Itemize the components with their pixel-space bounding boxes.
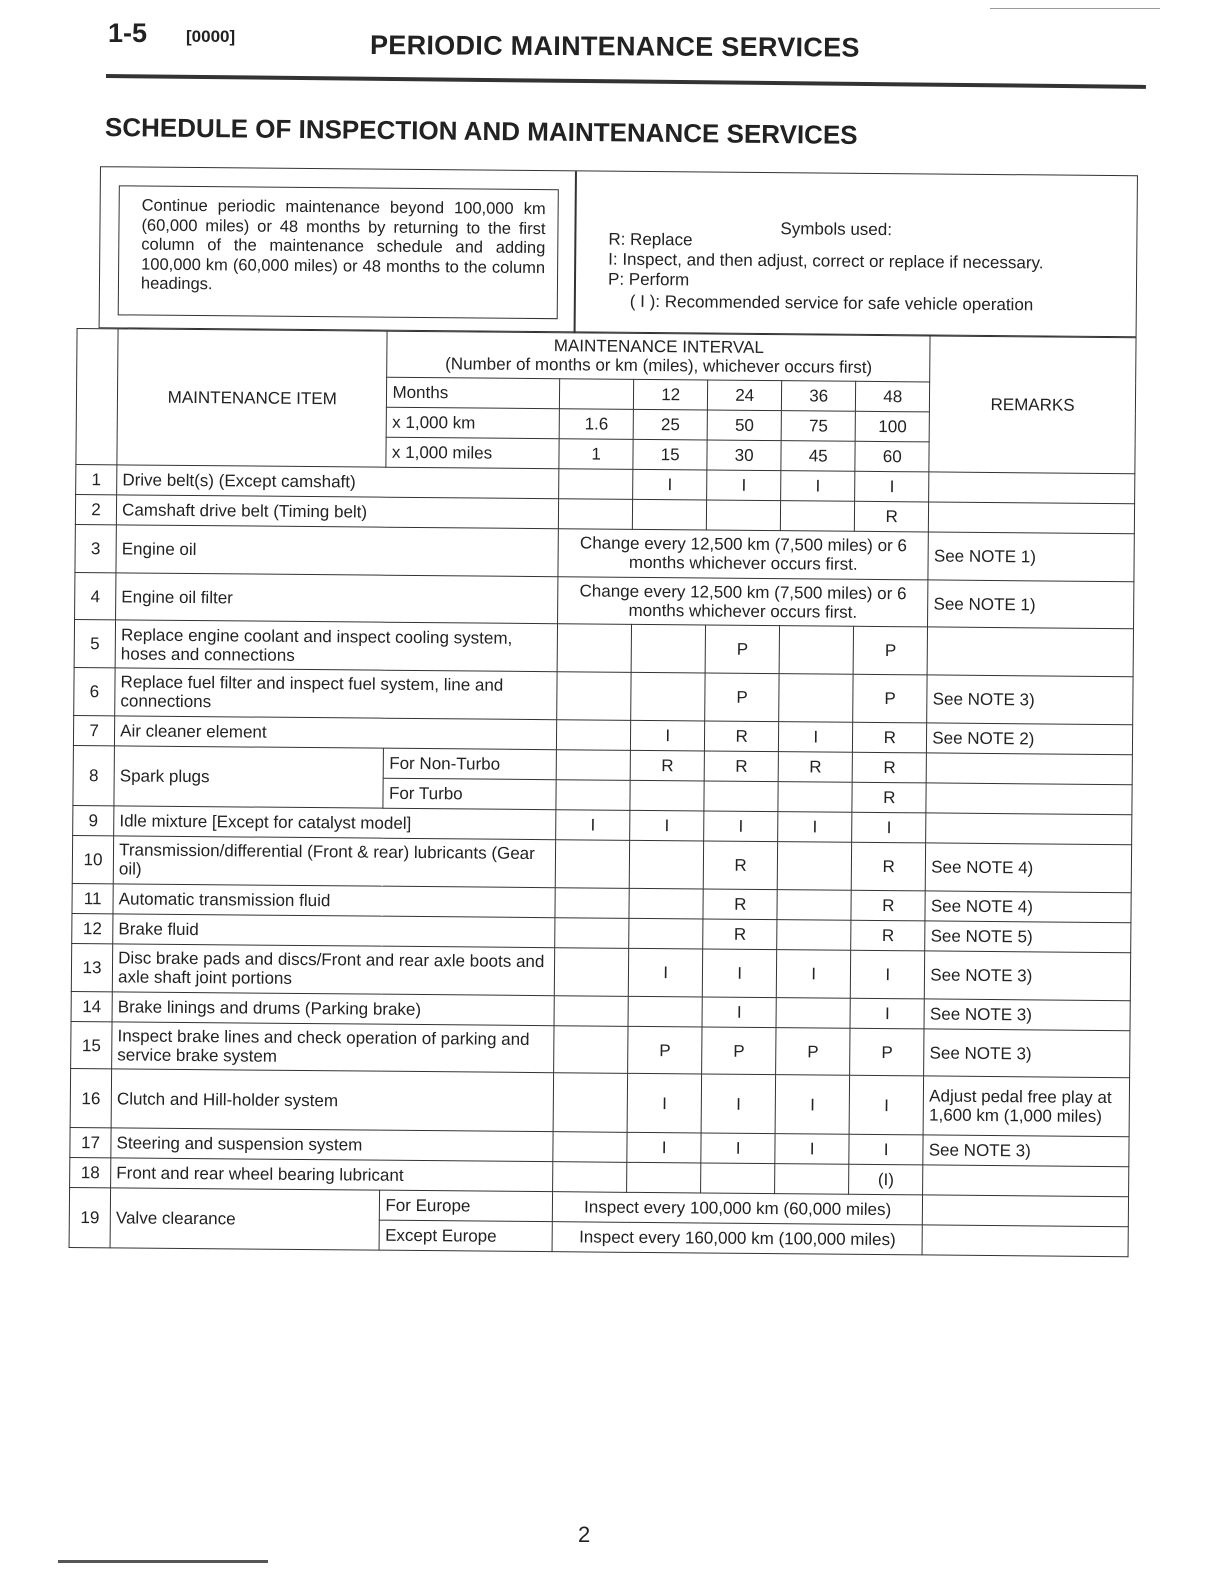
miles-cell: 1 [559, 438, 633, 469]
row-item: Brake linings and drums (Parking brake) [112, 992, 554, 1026]
km-cell: 1.6 [559, 408, 633, 439]
interval-cell [777, 889, 851, 920]
row-item: Engine oil [116, 525, 558, 577]
row-number: 5 [74, 620, 116, 668]
months-cell: 36 [782, 380, 856, 411]
row-item: Automatic transmission fluid [113, 884, 555, 918]
interval-cell: I [702, 949, 776, 997]
footer-page-number: 2 [578, 1522, 591, 1547]
row-number: 13 [71, 943, 113, 991]
header-item: MAINTENANCE ITEM [117, 329, 388, 467]
interval-cell: R [704, 751, 778, 782]
row-remark [929, 472, 1135, 504]
miles-label: x 1,000 miles [386, 437, 559, 469]
interval-cell: I [630, 810, 704, 841]
row-number: 10 [72, 836, 114, 884]
table-row [70, 1069, 1129, 1136]
row-item: Spark plugs [114, 746, 384, 809]
symbol-inspect: I: Inspect, and then adjust, correct or replace if necessary. [608, 249, 1044, 273]
header-interval [387, 331, 930, 381]
interval-cell: (I) [849, 1164, 923, 1195]
footer-rule [58, 1560, 268, 1563]
months-cell: 12 [634, 379, 708, 410]
interval-cell: P [702, 1027, 776, 1075]
row-remark [927, 627, 1133, 676]
row-remark [926, 783, 1132, 815]
interval-cell [778, 782, 852, 813]
interval-cell [557, 624, 631, 672]
km-cell: 25 [633, 409, 707, 440]
row-item: Engine oil filter [116, 573, 558, 625]
row-number: 9 [73, 806, 114, 836]
row-remark: See NOTE 3) [924, 1029, 1130, 1078]
interval-cell: I [704, 811, 778, 842]
interval-cell: R [853, 722, 927, 753]
symbols-title: Symbols used: [780, 219, 893, 240]
row-item: Disc brake pads and discs/Front and rear axle boots and axle shaft joint portions [112, 944, 554, 996]
interval-cell [629, 840, 703, 888]
km-cell: 100 [855, 411, 929, 442]
row-subitem: For Europe [380, 1190, 553, 1222]
symbol-replace: R: Replace [608, 229, 693, 250]
km-label: x 1,000 km [387, 407, 560, 439]
interval-cell [707, 500, 781, 531]
interval-cell: R [851, 890, 925, 921]
info-divider [574, 171, 577, 333]
interval-cell [629, 918, 703, 949]
interval-cell: I [855, 471, 929, 502]
symbol-recommended: ( I ): Recommended service for safe vehicle operation [629, 291, 1034, 315]
row-item: Air cleaner element [115, 716, 557, 750]
interval-cell [554, 948, 628, 996]
row-item: Inspect brake lines and check operation of parking and service brake system [112, 1022, 554, 1074]
interval-cell [553, 1073, 628, 1132]
km-cell: 50 [707, 410, 781, 441]
interval-cell: I [781, 471, 855, 502]
row-remark: See NOTE 1) [928, 580, 1134, 629]
interval-cell [555, 918, 629, 949]
row-item: Brake fluid [113, 914, 555, 948]
page-code: [0000] [186, 27, 236, 46]
interval-cell: I [628, 948, 702, 996]
interval-span: Inspect every 100,000 km (60,000 miles) [552, 1191, 922, 1224]
interval-title: MAINTENANCE INTERVAL [553, 336, 764, 358]
page-number: 1-5 [108, 18, 148, 48]
row-item: Camshaft drive belt (Timing belt) [116, 495, 558, 529]
interval-cell [627, 1162, 701, 1193]
interval-cell: R [852, 782, 926, 813]
maintenance-sheet [68, 166, 1142, 1285]
row-remark [926, 813, 1132, 845]
interval-cell [553, 1131, 627, 1162]
maintenance-table [69, 328, 1137, 1257]
interval-cell: I [556, 810, 630, 841]
row-number: 15 [71, 1021, 113, 1069]
header-rule [106, 74, 1146, 89]
interval-cell [555, 840, 629, 888]
row-item: Drive belt(s) (Except camshaft) [117, 465, 559, 499]
row-subitem: For Turbo [383, 778, 556, 810]
months-cell [560, 378, 634, 409]
interval-cell [556, 750, 630, 781]
row-number: 18 [70, 1157, 111, 1187]
interval-cell: R [703, 919, 777, 950]
section-heading: SCHEDULE OF INSPECTION AND MAINTENANCE SERVICES [104, 112, 858, 150]
interval-cell [630, 780, 704, 811]
interval-cell [629, 888, 703, 919]
interval-cell: I [779, 721, 853, 752]
interval-cell: I [852, 812, 926, 843]
months-cell: 24 [708, 380, 782, 411]
row-number: 6 [74, 668, 116, 716]
interval-cell: R [851, 842, 926, 890]
interval-cell: I [701, 1074, 776, 1133]
row-number: 4 [75, 572, 117, 620]
page-title: PERIODIC MAINTENANCE SERVICES [369, 30, 860, 63]
header-blank [76, 328, 118, 464]
interval-cell: R [703, 889, 777, 920]
row-remark [926, 753, 1132, 785]
interval-cell: P [705, 673, 779, 721]
row-item: Replace engine coolant and inspect cooling system, hoses and connections [115, 620, 557, 672]
row-number: 11 [72, 883, 113, 913]
row-remark: See NOTE 3) [927, 675, 1133, 724]
row-number: 14 [71, 991, 112, 1021]
interval-cell [554, 995, 628, 1026]
interval-cell [775, 1163, 849, 1194]
interval-cell: I [633, 469, 707, 500]
row-remark: See NOTE 3) [924, 999, 1130, 1031]
row-remark: See NOTE 5) [925, 921, 1131, 953]
interval-cell: I [627, 1132, 701, 1163]
interval-cell: I [775, 1133, 849, 1164]
interval-cell: R [852, 752, 926, 783]
interval-cell: I [850, 998, 924, 1029]
row-remark [929, 502, 1135, 534]
row-item: Replace fuel filter and inspect fuel system, line and connections [115, 668, 557, 720]
header-remarks: REMARKS [929, 336, 1136, 474]
interval-cell [556, 780, 630, 811]
row-remark [923, 1165, 1129, 1197]
interval-cell: I [850, 950, 925, 998]
row-remark: See NOTE 4) [926, 843, 1132, 892]
row-number: 16 [70, 1069, 112, 1127]
interval-cell [633, 499, 707, 530]
interval-cell [779, 674, 853, 722]
interval-cell: P [705, 625, 779, 673]
interval-cell [553, 1161, 627, 1192]
interval-cell: I [778, 812, 852, 843]
interval-cell: P [853, 674, 928, 722]
row-item: Steering and suspension system [111, 1127, 553, 1161]
interval-cell: R [851, 920, 925, 951]
interval-cell: P [850, 1028, 925, 1076]
interval-cell: I [849, 1134, 923, 1165]
row-remark [922, 1225, 1128, 1257]
interval-cell [557, 720, 631, 751]
row-number: 7 [73, 715, 114, 745]
months-cell: 48 [856, 381, 930, 412]
row-remark: See NOTE 3) [925, 951, 1131, 1000]
interval-cell: I [702, 997, 776, 1028]
header-row [77, 328, 1136, 383]
months-label: Months [387, 377, 560, 409]
interval-cell: I [707, 470, 781, 501]
corner-rule [990, 8, 1160, 9]
interval-cell [776, 997, 850, 1028]
row-subitem: Except Europe [380, 1220, 553, 1252]
km-cell: 75 [781, 410, 855, 441]
interval-cell: P [853, 627, 928, 675]
interval-span: Change every 12,500 km (7,500 miles) or 6 months whichever occurs first. [558, 529, 929, 580]
interval-cell [557, 672, 631, 720]
row-remark: See NOTE 2) [927, 723, 1133, 755]
interval-cell [555, 888, 629, 919]
interval-cell: R [778, 752, 852, 783]
interval-cell: P [776, 1027, 850, 1075]
interval-cell: I [776, 950, 850, 998]
interval-cell [628, 996, 702, 1027]
interval-cell: I [701, 1133, 775, 1164]
interval-cell [631, 672, 705, 720]
interval-cell: R [703, 841, 777, 889]
interval-cell: I [849, 1076, 924, 1135]
interval-cell [781, 501, 855, 532]
row-remark [923, 1195, 1129, 1227]
interval-cell [777, 842, 851, 890]
row-item: Valve clearance [110, 1188, 380, 1251]
row-item: Transmission/differential (Front & rear) lubricants (Gear oil) [113, 836, 555, 888]
interval-subtitle: (Number of months or km (miles), whichever occurs first) [445, 354, 873, 378]
row-number: 12 [72, 913, 113, 943]
row-number: 2 [75, 494, 116, 524]
interval-cell [559, 499, 633, 530]
miles-cell: 30 [707, 440, 781, 471]
continuation-note: Continue periodic maintenance beyond 100,000 km (60,000 miles) or 48 months by returning to the first column of the maintenance schedule and adding 100,000 km (60,000 miles) or 48 months to the column headings. [118, 185, 559, 319]
miles-cell: 60 [855, 441, 929, 472]
row-item: Clutch and Hill-holder system [111, 1069, 554, 1131]
row-remark: See NOTE 3) [923, 1134, 1129, 1166]
row-remark: See NOTE 4) [925, 891, 1131, 923]
row-subitem: For Non-Turbo [384, 748, 557, 780]
interval-span: Inspect every 160,000 km (100,000 miles) [552, 1221, 922, 1254]
row-number: 17 [70, 1127, 111, 1157]
info-box [99, 166, 1138, 337]
row-number: 19 [69, 1187, 111, 1248]
row-number: 3 [75, 525, 117, 573]
interval-cell: R [855, 501, 929, 532]
interval-cell: I [627, 1074, 702, 1133]
interval-cell: P [628, 1026, 702, 1074]
interval-cell: I [775, 1075, 850, 1134]
symbol-perform: P: Perform [607, 269, 690, 290]
interval-cell: R [705, 721, 779, 752]
interval-cell: I [631, 720, 705, 751]
interval-cell [704, 781, 778, 812]
interval-cell [559, 469, 633, 500]
interval-cell [554, 1025, 628, 1073]
miles-cell: 15 [633, 439, 707, 470]
row-number: 1 [76, 464, 117, 494]
row-remark: See NOTE 1) [928, 532, 1134, 581]
row-remark: Adjust pedal free play at 1,600 km (1,000 miles) [923, 1076, 1129, 1136]
interval-cell: R [630, 750, 704, 781]
interval-span: Change every 12,500 km (7,500 miles) or 6 months whichever occurs first. [558, 576, 929, 627]
interval-cell [779, 626, 853, 674]
row-item: Front and rear wheel bearing lubricant [111, 1157, 553, 1191]
row-number: 8 [73, 745, 115, 806]
interval-cell [701, 1163, 775, 1194]
row-item: Idle mixture [Except for catalyst model] [114, 806, 556, 840]
interval-cell [631, 625, 705, 673]
miles-cell: 45 [781, 440, 855, 471]
interval-cell [777, 920, 851, 951]
